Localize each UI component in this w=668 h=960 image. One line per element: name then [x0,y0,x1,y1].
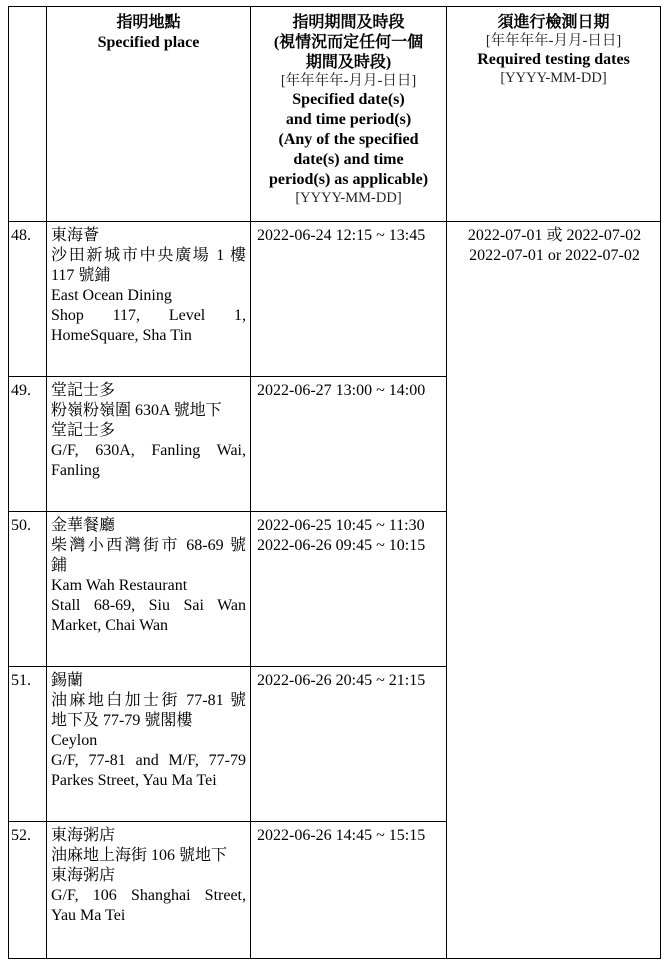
place-address-en-2: Parkes Street, Yau Ma Tei [51,772,217,789]
place-address-zh-2: 東海粥店 [51,867,116,884]
required-dates-zh: 2022-07-01 或 2022-07-02 [467,227,642,244]
place-cell [47,512,251,667]
place-address-en-1: Stall 68-69, Siu Sai Wan [51,597,246,614]
period-entry: 2022-06-26 20:45 ~ 21:15 [257,672,426,689]
place-cell [47,667,251,822]
place-address-en-2: HomeSquare, Sha Tin [51,327,192,344]
header-number-cell [9,7,47,222]
place-name-en: Ceylon [51,732,98,749]
row-number: 49. [9,377,47,512]
place-address-zh-1: 柴灣小西灣街市 68-69 號 [51,537,246,554]
place-address-en-2: Fanling [51,462,100,479]
header-period-en-2: and time period(s) [285,111,412,128]
place-address-zh-2: 堂記士多 [51,422,116,439]
place-address-zh-2: 鋪 [51,557,68,574]
place-address-en-1: G/F, 106 Shanghai Street, [51,887,246,904]
header-period-zh-1: 指明期間及時段 [292,14,405,31]
place-address-en-1: Shop 117, Level 1, [51,307,246,324]
header-required-format-zh: [年年年年-月月-日日] [485,33,622,49]
place-address-en-2: Yau Ma Tei [51,907,126,924]
row-number: 48. [9,222,47,377]
header-place-cell [47,7,251,222]
header-place-zh: 指明地點 [116,14,181,31]
header-period-cell [251,7,447,222]
place-name-zh: 東海薈 [51,227,100,244]
period-entry: 2022-06-26 14:45 ~ 15:15 [257,827,426,844]
row-number: 51. [9,667,47,822]
header-period-zh-3: 期間及時段) [305,54,392,71]
table-row [9,222,661,377]
place-name-zh: 東海粥店 [51,827,116,844]
required-dates-cell [447,222,661,959]
place-name-zh: 金華餐廳 [51,517,116,534]
place-address-zh-2: 地下及 77-79 號閣樓 [51,712,193,729]
table-header-row [9,7,661,222]
place-name-en: Kam Wah Restaurant [51,577,188,594]
period-entry: 2022-06-25 10:45 ~ 11:30 [257,517,425,534]
header-required-zh: 須進行檢測日期 [497,14,610,31]
row-number: 52. [9,822,47,959]
header-period-en-5: period(s) as applicable) [268,171,429,188]
required-dates-en: 2022-07-01 or 2022-07-02 [469,247,640,264]
header-period-format-zh: [年年年年-月月-日日] [280,73,417,89]
period-cell [251,512,447,667]
period-cell [251,377,447,512]
place-address-zh-1: 油麻地白加士街 77-81 號 [51,692,246,709]
period-entry: 2022-06-26 09:45 ~ 10:15 [257,537,426,554]
specified-places-table [8,6,661,959]
place-name-zh: 堂記士多 [51,382,116,399]
period-entry: 2022-06-27 13:00 ~ 14:00 [257,382,426,399]
place-address-zh-1: 粉嶺粉嶺圍 630A 號地下 [51,402,222,419]
place-address-zh-2: 117 號鋪 [51,267,111,284]
period-cell [251,222,447,377]
place-name-en: East Ocean Dining [51,287,172,304]
place-cell [47,222,251,377]
place-address-zh-1: 油麻地上海街 106 號地下 [51,847,228,864]
header-required-en: Required testing dates [477,51,630,68]
row-number: 50. [9,512,47,667]
place-address-en-2: Market, Chai Wan [51,617,169,634]
header-period-en-4: date(s) and time [293,151,404,168]
header-required-cell [447,7,661,222]
header-period-format-en: [YYYY-MM-DD] [295,190,402,206]
place-address-en-1: G/F, 630A, Fanling Wai, [51,442,246,459]
period-entry: 2022-06-24 12:15 ~ 13:45 [257,227,426,244]
place-name-zh: 錫蘭 [51,672,84,689]
place-address-zh-1: 沙田新城市中央廣場 1 樓 [51,247,246,264]
header-place-en: Specified place [97,34,200,51]
period-cell [251,667,447,822]
header-period-en-1: Specified date(s) [292,91,405,108]
place-cell [47,377,251,512]
header-period-en-3: (Any of the specified [278,131,419,148]
period-cell [251,822,447,959]
header-required-format-en: [YYYY-MM-DD] [500,70,607,86]
header-period-zh-2: (視情況而定任何一個 [273,34,424,51]
place-cell [47,822,251,959]
place-address-en-1: G/F, 77-81 and M/F, 77-79 [51,752,246,769]
